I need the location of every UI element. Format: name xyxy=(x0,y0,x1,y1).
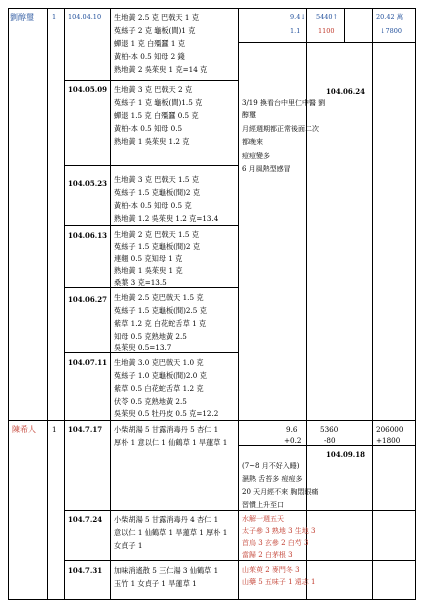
extra-line: 首烏 3 玄參 2 白芍 3 xyxy=(242,539,309,547)
lab-value: 1100 xyxy=(318,27,335,35)
prescription-line: 意以仁 1 仙鶴草 1 旱蓮草 1 厚朴 1 xyxy=(114,528,228,537)
prescription-line: 小柴胡湯 5 甘露消毒丹 5 杏仁 1 xyxy=(114,425,219,434)
prescription-line: 熟地黃 1 吳茱臾 1 克 xyxy=(114,266,183,275)
extra-line: 山茱萸 2 麥門冬 3 xyxy=(242,566,300,574)
note-line: (7~8 月不好入睡) xyxy=(242,462,300,470)
prescription-line: 生地黃 3 克 巴戟天 1.5 克 xyxy=(114,175,199,184)
visit-date: 104.06.27 xyxy=(68,295,107,304)
prescription-line: 桑葉 3 克=13.5 xyxy=(114,278,167,287)
visit-date: 104.7.17 xyxy=(68,425,103,434)
visit-date: 104.04.10 xyxy=(68,13,102,21)
patient-name: 陳希人 xyxy=(12,425,36,434)
visit-date: 104.7.24 xyxy=(68,515,103,524)
extra-line: 太子參 3 熟地 3 生地 3 xyxy=(242,527,316,535)
prescription-line: 生地黃 3 克 巴戟天 2 克 xyxy=(114,85,193,94)
lab-value: 1.1 xyxy=(290,27,301,35)
visit-date: 104.05.23 xyxy=(68,179,107,188)
prescription-line: 黃柏-本 0.5 知母 0.5 克 xyxy=(114,201,192,210)
note-line: 月經週期都正常後面二次 xyxy=(242,125,319,133)
prescription-line: 黃柏-本 0.5 知母 0.5 xyxy=(114,124,183,133)
prescription-line: 生地黃 3.0 克巴戟天 1.0 克 xyxy=(114,358,204,367)
prescription-line: 生地黃 2 克 巴戟天 1.5 克 xyxy=(114,230,199,239)
note-line: 醇璽 xyxy=(242,111,256,119)
note-date: 104.09.18 xyxy=(326,450,365,459)
extra-line: 當歸 2 白茅根 3 xyxy=(242,551,293,559)
prescription-line: 熟地黃 1.2 吳茱臾 1.2 克=13.4 xyxy=(114,214,219,223)
lab-value: ↓7800 xyxy=(380,27,402,35)
prescription-line: 吳茱臾 0.5 牡丹皮 0.5 克=12.2 xyxy=(114,409,219,418)
lab-value: -80 xyxy=(324,436,336,445)
extra-line: 水解一週五天 xyxy=(242,515,284,523)
lab-value: +1800 xyxy=(376,436,401,445)
visit-date: 104.05.09 xyxy=(68,85,107,94)
prescription-line: 加味消遙散 5 三仁湯 3 仙鶴草 1 xyxy=(114,566,219,575)
prescription-line: 菟絲子 1.5 克龜板(間)2.5 克 xyxy=(114,306,207,315)
note-line: 都晚來 xyxy=(242,138,263,146)
extra-line: 山藥 5 五味子 1 遠志 1 xyxy=(242,578,316,586)
visit-date: 104.07.11 xyxy=(68,358,107,367)
prescription-line: 生地黃 2.5 克 巴戟天 1 克 xyxy=(114,13,199,22)
patient-name: 劉醇璽 xyxy=(10,13,34,22)
prescription-line: 菟絲子 1 克 龜板(間)1.5 克 xyxy=(114,98,203,107)
note-line: 習慣上升至口 xyxy=(242,501,284,509)
note-date: 104.06.24 xyxy=(326,87,365,96)
note-line: 濕熱 舌苔多 痘痘多 xyxy=(242,475,303,483)
prescription-line: 生地黃 2.5 克巴戟天 1.5 克 xyxy=(114,293,204,302)
note-line: 痘痘變多 xyxy=(242,152,270,160)
lab-value: 20.42 萬 xyxy=(376,13,404,21)
prescription-line: 菟絲子 1.0 克龜板(間)2.0 克 xyxy=(114,371,207,380)
lab-value: +0.2 xyxy=(284,436,302,445)
prescription-line: 蟬退 1 克 白殭蠶 1 克 xyxy=(114,39,185,48)
note-line: 20 天月經不來 胸悶眼痛 xyxy=(242,488,319,496)
prescription-line: 小柴胡湯 5 甘露消毒丹 4 杏仁 1 xyxy=(114,515,219,524)
prescription-line: 玉竹 1 女貞子 1 旱蓮草 1 xyxy=(114,579,197,588)
note-line: 6 月風熱型感冒 xyxy=(242,165,291,173)
prescription-line: 菟絲子 2 克 龜板(間)1 克 xyxy=(114,26,196,35)
prescription-line: 菟絲子 1.5 克龜板(間)2 克 xyxy=(114,188,200,197)
prescription-line: 紫草 1.2 克 白花蛇舌草 1 克 xyxy=(114,319,207,328)
prescription-line: 熟地黃 2 吳茱臾 1 克=14 克 xyxy=(114,65,208,74)
prescription-line: 吳茱臾 0.5=13.7 xyxy=(114,343,172,352)
prescription-line: 厚朴 1 意以仁 1 仙鶴草 1 旱蓮草 1 xyxy=(114,438,228,447)
prescription-line: 女貞子 1 xyxy=(114,541,143,550)
note-line: 3/19 換看台中里仁中醫 劉 xyxy=(242,99,326,107)
visit-date: 104.06.13 xyxy=(68,231,107,240)
visit-date: 104.7.31 xyxy=(68,566,103,575)
prescription-line: 知母 0.5 克熟地黃 2.5 xyxy=(114,332,187,341)
prescription-line: 菟絲子 1.5 克龜板(間)2 克 xyxy=(114,242,200,251)
lab-value: 5440↑ xyxy=(316,13,338,21)
lab-value: 9.4↓ xyxy=(290,13,306,21)
prescription-line: 紫草 0.5 白花蛇舌草 1.2 克 xyxy=(114,384,204,393)
prescription-line: 蟬退 1.5 克 白殭蠶 0.5 克 xyxy=(114,111,199,120)
prescription-line: 連翹 0.5 克知母 1 克 xyxy=(114,254,183,263)
lab-value: 9.6 xyxy=(286,425,298,434)
patient-index: 1 xyxy=(52,13,57,21)
prescription-line: 伏苓 0.5 克熟地黃 2.5 xyxy=(114,397,187,406)
prescription-line: 黃柏-本 0.5 知母 2 錢 xyxy=(114,52,185,61)
lab-value: 5360 xyxy=(320,425,339,434)
lab-value: 206000 xyxy=(376,425,404,434)
prescription-line: 熟地黃 1 吳茱臾 1.2 克 xyxy=(114,137,190,146)
patient-index: 1 xyxy=(52,425,57,434)
